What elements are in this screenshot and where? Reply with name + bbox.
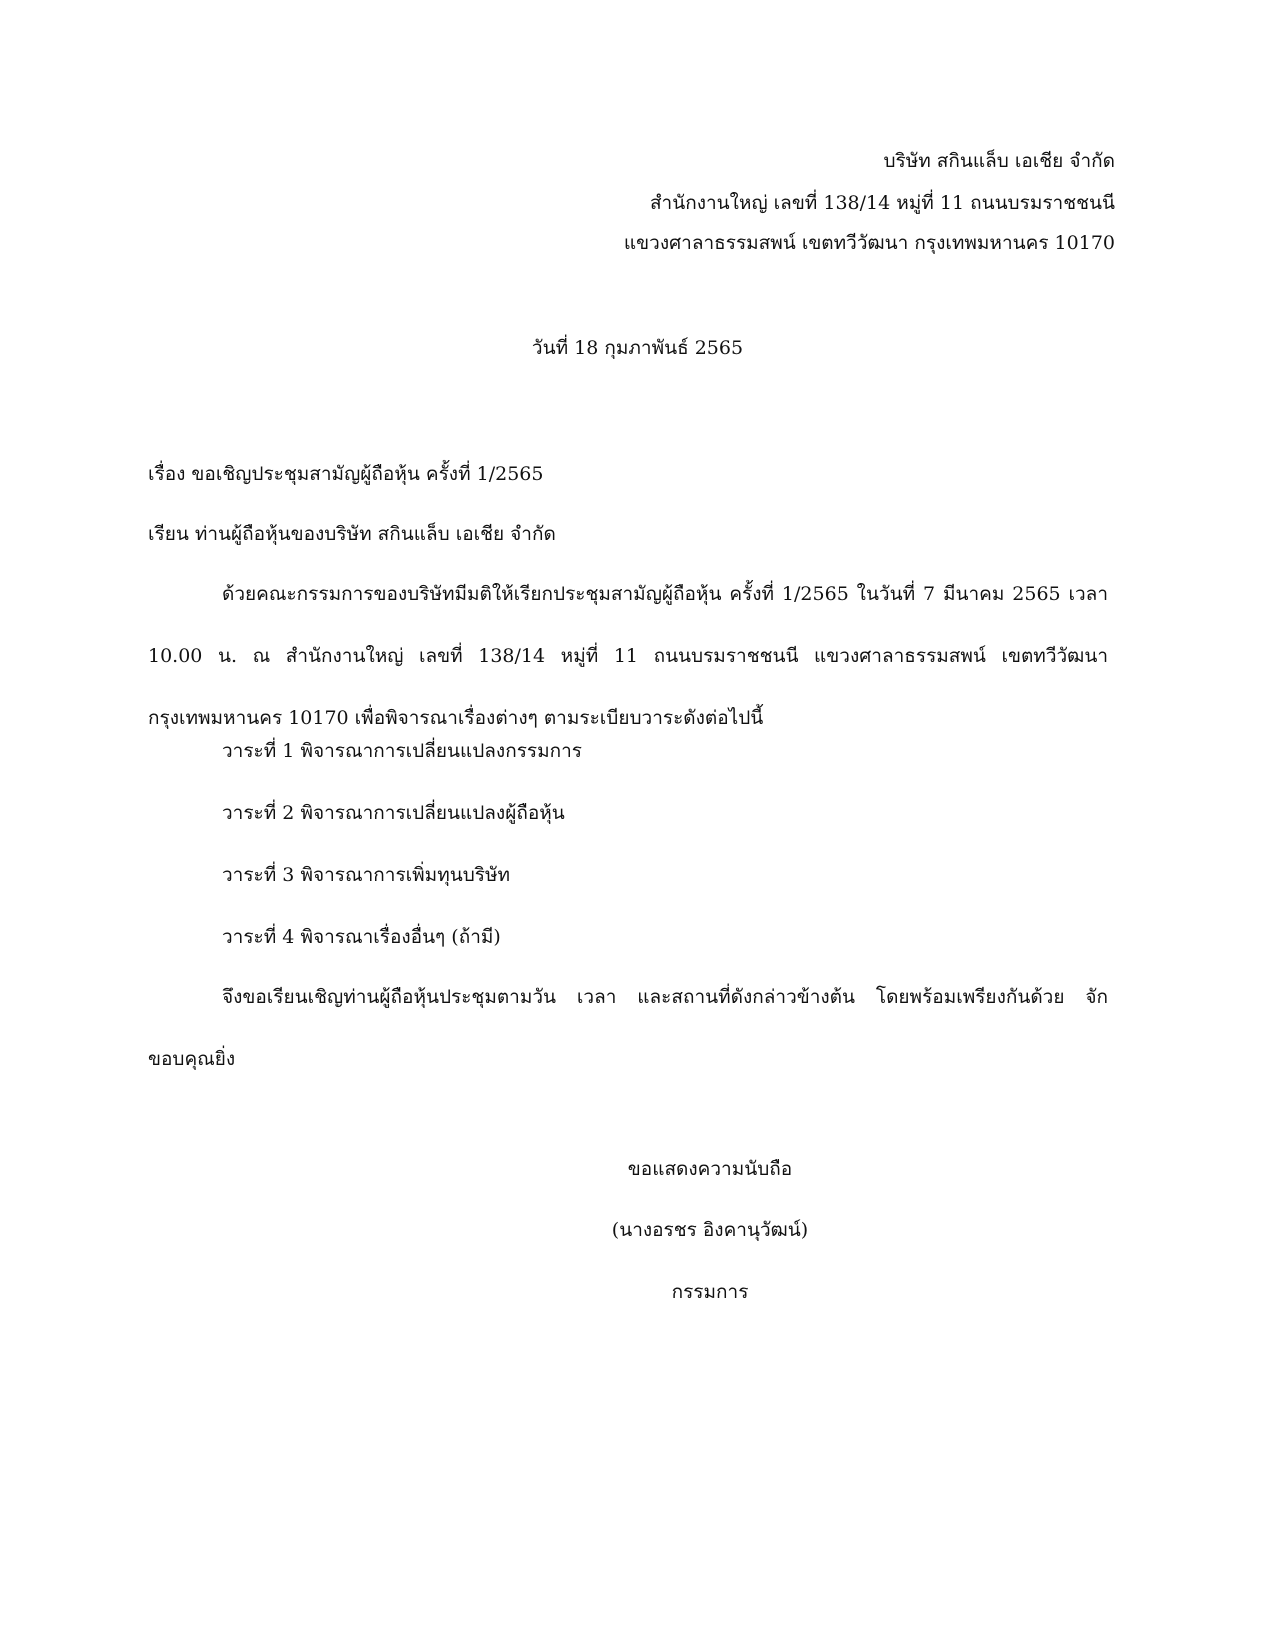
agenda-item-2: วาระที่ 2 พิจารณาการเปลี่ยนแปลงผู้ถือหุ้น (222, 802, 565, 824)
agenda-item-1: วาระที่ 1 พิจารณาการเปลี่ยนแปลงกรรมการ (222, 740, 583, 762)
closing-paragraph: จึงขอเรียนเชิญท่านผู้ถือหุ้นประชุมตามวัน เวลา และสถานที่ดังกล่าวข้างต้น โดยพร้อมเพรียงกันด้วย จักขอบคุณยิ่ง (148, 986, 1108, 1070)
closing-regards: ขอแสดงความนับถือ (627, 1158, 793, 1180)
company-name: บริษัท สกินแล็บ เอเชีย จำกัด (883, 150, 1115, 172)
agenda-item-3: วาระที่ 3 พิจารณาการเพิ่มทุนบริษัท (222, 864, 511, 886)
recipient-line: เรียน ท่านผู้ถือหุ้นของบริษัท สกินแล็บ เอเชีย จำกัด (148, 523, 556, 545)
subject-line: เรื่อง ขอเชิญประชุมสามัญผู้ถือหุ้น ครั้งที่ 1/2565 (148, 463, 544, 485)
agenda-item-4: วาระที่ 4 พิจารณาเรื่องอื่นๆ (ถ้ามี) (222, 926, 501, 948)
signatory-title: กรรมการ (671, 1281, 749, 1303)
intro-paragraph: ด้วยคณะกรรมการของบริษัทมีมติให้เรียกประชุมสามัญผู้ถือหุ้น ครั้งที่ 1/2565 ในวันที่ 7 มีนาคม 2565 เวลา 10.00 น. ณ สำนักงานใหญ่ เลขที่ 138/14 หมู่ที่ 11 ถนนบรมราชชนนี แขวงศาลาธรรมสพน์ เขตทวีวัฒนา กรุงเทพมหานคร 10170 เพื่อพิจารณาเรื่องต่างๆ ตามระเบียบวาระดังต่อไปนี้ (148, 583, 1108, 729)
address-line-1: สำนักงานใหญ่ เลขที่ 138/14 หมู่ที่ 11 ถนนบรมราชชนนี (649, 192, 1115, 214)
signatory-name: (นางอรชร อิงคานุวัฒน์) (611, 1219, 809, 1241)
address-line-2: แขวงศาลาธรรมสพน์ เขตทวีวัฒนา กรุงเทพมหานคร 10170 (623, 232, 1115, 254)
letter-date: วันที่ 18 กุมภาพันธ์ 2565 (531, 337, 744, 359)
